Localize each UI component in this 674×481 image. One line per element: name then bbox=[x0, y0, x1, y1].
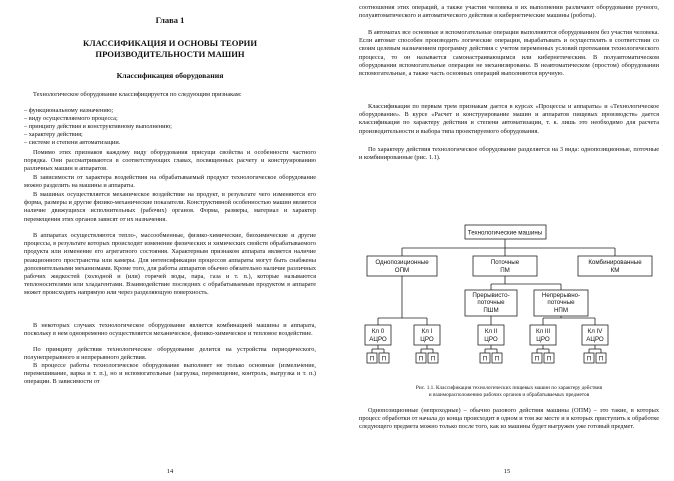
paragraph: Классификация по первым трем признакам дается в курсах «Процессы и аппараты» и «Технологическое оборудование». В курсе «Расчет и конструирование машин и аппаратов пищевых производств» дается классификация по характеру действия и степени автоматизации, т. к. лишь это необходимо для расчета производительности и выбора типа проектируемого оборудования. bbox=[359, 103, 659, 135]
diagram-leaf-label: П bbox=[381, 355, 387, 363]
diagram-pshm-line3: ПШМ bbox=[483, 307, 499, 314]
diagram-class-line1: Кл III bbox=[535, 328, 551, 335]
diagram-leaf-label: П bbox=[369, 355, 375, 363]
intro-paragraph: Технологическое оборудование классифицируется по следующим признакам: bbox=[33, 91, 242, 98]
list-item: – системе и степени автоматизации. bbox=[24, 139, 121, 146]
paragraph: В машинах осуществляется механическое воздействие на продукт, в результате чего изменяются его форма, размеры и другие физико-механические показатели. Конструктивной особенностью машин является наличие движущихся исполнительных (рабочих) органов. Форма, размеры, материал и характер перемещения этих органов зависят от их назначения. bbox=[24, 191, 316, 223]
paragraph: Однопозиционные (непроходные) – обычно разового действия машины (ОПМ) – это такие, в которых процесс обработки от начала до конца происходит в одном и том же месте и в которых приступить к обработке следующего предмета можно только после того, как из машины будет выгружен уже готовый предмет. bbox=[359, 407, 659, 431]
diagram-pm-line2: ПМ bbox=[500, 267, 510, 274]
diagram-leaf-label: П bbox=[534, 355, 540, 363]
list-item: – принципу действия и конструктивному выполнению; bbox=[24, 123, 172, 130]
figure-caption-line1: Рис. 1.1. Классификация технологических пищевых машин по характеру действия bbox=[415, 385, 603, 391]
page-number: 14 bbox=[166, 468, 174, 475]
list-item: – функциональному назначению; bbox=[24, 107, 114, 114]
diagram-npm-line2: поточные bbox=[547, 299, 575, 306]
diagram-leaf-label: П bbox=[482, 355, 488, 363]
diagram-class-line1: Кл II bbox=[484, 328, 498, 335]
section-title: Классификация оборудования bbox=[116, 71, 224, 80]
paragraph: Помимо этих признаков каждому виду оборудования присущи свойства и особенности частного порядка. Они рассматриваются в соответствующих главах, посвященных расчету и конструированию различных машин и аппаратов. bbox=[24, 149, 316, 173]
paragraph: В процессе работы технологическое оборудование выполняет не только основные (измельчение, перемешивание, варка и т. п.), но и вспомогательные (загрузка, перемещение, контроль, выгрузка и т. п.) операции. В зависимости от bbox=[24, 362, 316, 386]
diagram-pm-line1: Поточные bbox=[490, 259, 520, 266]
diagram-class-line2: ЦРО bbox=[420, 336, 434, 343]
diagram-km-line2: КМ bbox=[610, 267, 620, 274]
chapter-title-line2: ПРОИЗВОДИТЕЛЬНОСТИ МАШИН bbox=[95, 49, 245, 59]
diagram-leaf-label: П bbox=[546, 355, 552, 363]
diagram-leaf-label: П bbox=[598, 355, 604, 363]
paragraph: В аппаратах осуществляются тепло-, массообменные, физико-химические, биохимические и другие процессы, в результате которых происходит изменение физических и химических свойств обрабатываемого продукта или изменение его агрегатного состояния. Характерным признаком аппарата является наличие реакционного пространства или камеры. Для интенсификации процессов аппараты могут быть снабжены дополнительными механизмами. Кроме того, для работы аппаратов обычно обязательно наличие различных рабочих жидкостей (холодной и (или) горячей воды, пара, газа и т. п.), которые называются теплоносителями или хладагентами. Взаимодействие последних с обрабатываемым продуктом в аппарате может происходить напрямую или через разделяющую поверхность. bbox=[24, 232, 316, 297]
diagram-leaf-label: П bbox=[430, 355, 436, 363]
list-item: – виду осуществляемого процесса; bbox=[24, 115, 118, 122]
paragraph: По характеру действия технологическое оборудование разделяется на 3 вида: однопозиционные, поточные и комбинированные (рис. 1.1). bbox=[359, 146, 659, 162]
chapter-label: Глава 1 bbox=[155, 15, 185, 25]
diagram-npm-line3: НПМ bbox=[553, 307, 569, 314]
list-item: – характеру действия; bbox=[24, 131, 83, 138]
paragraph: соотношения этих операций, а также участия человека в их выполнении различают оборудование ручного, полуавтоматического и автоматического действия и кибернетические машины (роботы). bbox=[359, 4, 659, 20]
paragraph: В зависимости от характера воздействия на обрабатываемый продукт технологическое оборудование можно разделить на машины и аппараты. bbox=[24, 174, 316, 190]
chapter-title-line1: КЛАССИФИКАЦИЯ И ОСНОВЫ ТЕОРИИ bbox=[82, 38, 258, 48]
diagram-class-line2: ЦРО bbox=[484, 336, 498, 343]
diagram-class-line2: АЦРО bbox=[369, 336, 387, 343]
diagram-leaf-label: П bbox=[418, 355, 424, 363]
diagram-class-line1: Кл 0 bbox=[371, 328, 385, 335]
figure-caption-line2: и взаиморасположению рабочих органов и обрабатываемых предметов bbox=[428, 392, 590, 398]
right-page bbox=[337, 0, 674, 481]
diagram-leaf-label: П bbox=[494, 355, 500, 363]
diagram-pshm-line2: поточные bbox=[477, 299, 505, 306]
diagram-leaf-label: П bbox=[586, 355, 592, 363]
paragraph: По принципу действия технологическое оборудование делится на устройства периодического, полунепрерывного и непрерывного действия. bbox=[24, 346, 316, 362]
paragraph: В некоторых случаях технологическое оборудование является комбинацией машины и аппарата, поскольку в нем одновременно осуществляется механическое, физико-химическое и тепловое воздействие. bbox=[24, 322, 316, 338]
diagram-km-line1: Комбинированные bbox=[588, 259, 642, 266]
diagram-class-line1: Кл I bbox=[421, 328, 433, 335]
diagram-class-line2: ЦРО bbox=[536, 336, 550, 343]
diagram-opm-line2: ОПМ bbox=[394, 267, 410, 274]
page-number: 15 bbox=[503, 468, 511, 475]
diagram-pshm-line1: Прерывисто- bbox=[472, 292, 510, 299]
classification-diagram bbox=[337, 0, 674, 400]
paragraph: В автоматах все основные и вспомогательные операции выполняются оборудованием без участия человека. Если автомат способен производить логические операции, вырабатывать и осуществлять в соответствии со своим целевым назначением программу действия с учетом переменных условий протекания технологического процесса, то он называется самонастраивающимся или кибернетическим. В полуавтоматическом оборудовании вспомогательные операции не механизированы. В неавтоматическом (простом) оборудовании вспомогательные, а также часть основных операций выполняются вручную. bbox=[359, 29, 659, 78]
diagram-root-label: Технологические машины bbox=[467, 229, 543, 237]
diagram-opm-line1: Однопозиционные bbox=[375, 259, 429, 266]
diagram-class-line2: АЦРО bbox=[586, 336, 604, 343]
diagram-class-line1: Кл IV bbox=[587, 328, 603, 335]
diagram-npm-line1: Непрерывно- bbox=[541, 292, 581, 299]
